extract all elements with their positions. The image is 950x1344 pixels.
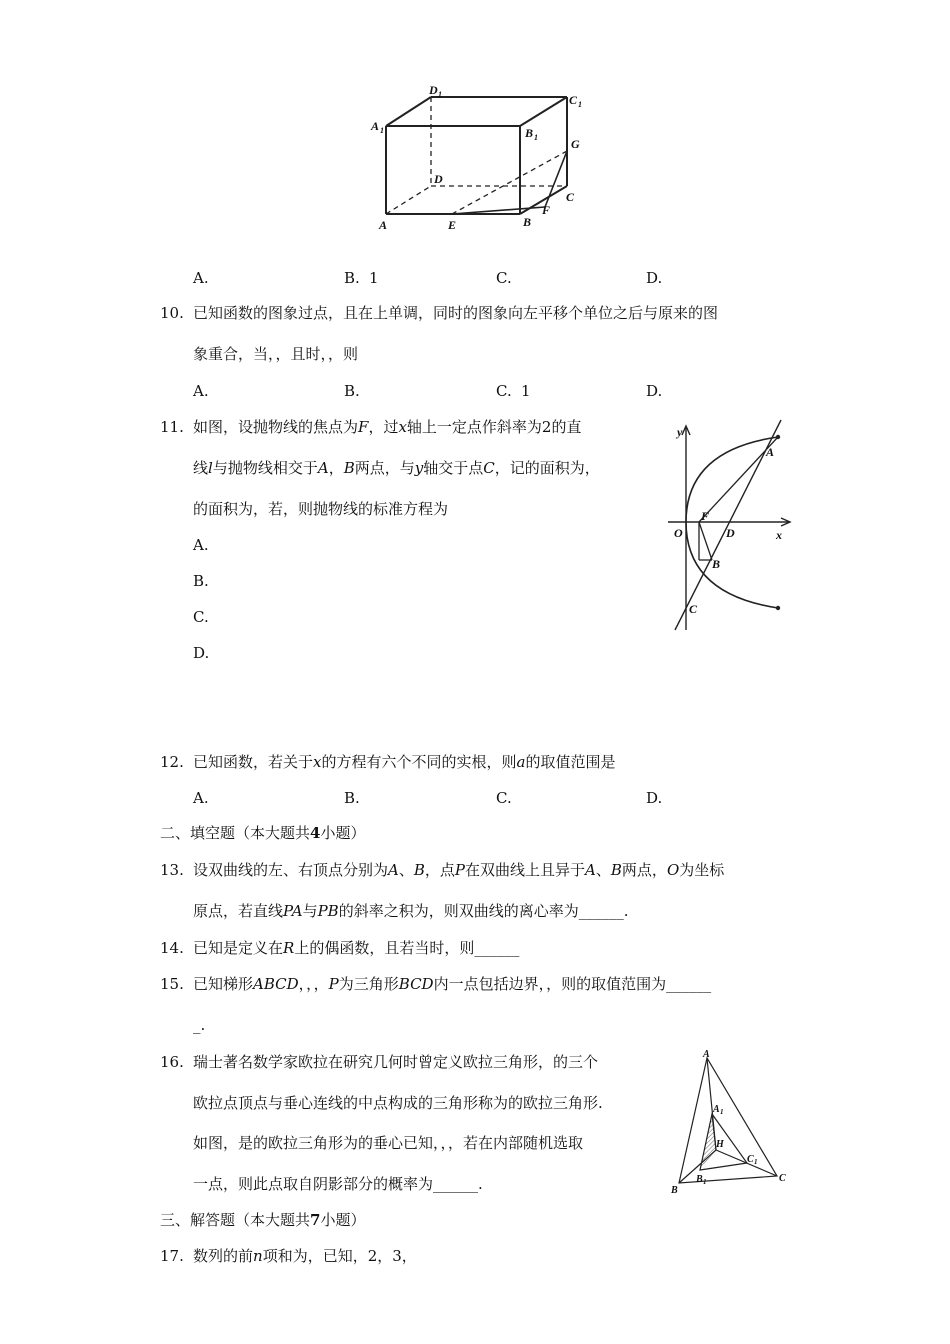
label-A: A xyxy=(379,218,388,232)
q16-line2: 欧拉点顶点与垂心连线的中点构成的三角形称为的欧拉三角形. xyxy=(193,1094,603,1112)
label-C1: C xyxy=(569,93,578,107)
q11-line3: 的面积为，若，则抛物线的标准方程为 xyxy=(193,500,449,518)
label-C: C xyxy=(566,190,575,204)
label-y: y xyxy=(677,425,683,439)
q13-number: 13. xyxy=(160,861,184,879)
label-D: D xyxy=(726,526,735,540)
q9-option-b-value: 1 xyxy=(369,269,379,287)
label-A1-sub: 1 xyxy=(720,1108,724,1116)
q13-line2: 原点，若直线PA与PB的斜率之积为，则双曲线的离心率为______. xyxy=(193,902,629,920)
label-C: C xyxy=(779,1173,786,1184)
euler-triangle-figure xyxy=(660,1048,795,1198)
q15-line1: 已知梯形ABCD，，，P为三角形BCD内一点包括边界，，则的取值范围为______ xyxy=(193,975,712,993)
q14-line1: 已知是定义在R上的偶函数，且若当时，则______ xyxy=(193,939,520,957)
q9-option-b: B. xyxy=(344,269,360,287)
q11-option-d: D. xyxy=(193,644,210,662)
q9-option-c: C. xyxy=(496,269,512,287)
label-B: B xyxy=(671,1185,678,1196)
label-F: F xyxy=(701,509,710,523)
q16-line1: 瑞士著名数学家欧拉在研究几何时曾定义欧拉三角形，的三个 xyxy=(193,1053,599,1071)
q17-line1: 数列的前n项和为，已知，2，3， xyxy=(193,1247,417,1265)
label-D: D xyxy=(434,172,443,186)
q16-line4: 一点，则此点取自阴影部分的概率为______. xyxy=(193,1175,483,1193)
label-B1-sub: 1 xyxy=(534,133,538,142)
q10-line1: 已知函数的图象过点，且在上单调，同时的图象向左平移个单位之后与原来的图 xyxy=(193,304,719,322)
q12-option-c: C. xyxy=(496,789,512,807)
q12-line1: 已知函数，若关于x的方程有六个不同的实根，则a的取值范围是 xyxy=(193,753,616,771)
q15-number: 15. xyxy=(160,975,184,993)
q10-option-d: D. xyxy=(646,382,663,400)
label-G: G xyxy=(571,137,580,151)
label-B: B xyxy=(523,215,532,229)
q12-number: 12. xyxy=(160,753,184,771)
label-D1: D xyxy=(429,83,438,97)
q17-number: 17. xyxy=(160,1247,184,1265)
label-E: E xyxy=(448,218,457,232)
label-B1: B xyxy=(525,126,534,140)
label-F: F xyxy=(542,203,551,217)
label-C1-sub: 1 xyxy=(578,100,582,109)
q16-line3: 如图，是的欧拉三角形为的垂心已知，，，若在内部随机选取 xyxy=(193,1134,584,1152)
label-C1-sub: 1 xyxy=(754,1158,758,1166)
label-C1: C xyxy=(747,1154,754,1165)
q11-number: 11. xyxy=(160,418,184,436)
q11-option-c: C. xyxy=(193,608,209,626)
q9-option-d: D. xyxy=(646,269,663,287)
label-B1-sub: 1 xyxy=(703,1178,707,1186)
cuboid-figure xyxy=(360,78,600,238)
parabola-figure xyxy=(660,415,800,635)
q11-line2: 线l与抛物线相交于A，B两点，与y轴交于点C，记的面积为， xyxy=(193,459,600,477)
q10-option-c-value: 1 xyxy=(521,382,531,400)
label-B1: B xyxy=(696,1174,703,1185)
q12-option-b: B. xyxy=(344,789,360,807)
q16-number: 16. xyxy=(160,1053,184,1071)
section-fill-in-heading: 二、填空题（本大题共4小题） xyxy=(160,824,366,842)
q15-line2: _. xyxy=(193,1016,206,1034)
q11-line1: 如图，设抛物线的焦点为F，过x轴上一定点作斜率为2的直 xyxy=(193,418,582,436)
q10-line2: 象重合，当，，且时，，则 xyxy=(193,345,359,363)
label-A1: A xyxy=(371,119,380,133)
q10-option-a: A. xyxy=(193,382,209,400)
label-A: A xyxy=(766,445,775,459)
label-O: O xyxy=(674,526,683,540)
q10-option-c: C. xyxy=(496,382,512,400)
q11-option-b: B. xyxy=(193,572,209,590)
q12-option-a: A. xyxy=(193,789,209,807)
section-answer-heading: 三、解答题（本大题共7小题） xyxy=(160,1211,366,1229)
q12-option-d: D. xyxy=(646,789,663,807)
q14-number: 14. xyxy=(160,939,184,957)
label-H: H xyxy=(716,1139,724,1150)
q10-option-b: B. xyxy=(344,382,360,400)
label-B: B xyxy=(712,557,721,571)
label-A1-sub: 1 xyxy=(380,126,384,135)
label-A: A xyxy=(703,1049,710,1060)
q9-option-a: A. xyxy=(193,269,209,287)
q10-number: 10. xyxy=(160,304,184,322)
label-C: C xyxy=(689,602,698,616)
q11-option-a: A. xyxy=(193,536,209,554)
label-A1: A xyxy=(713,1104,720,1115)
q13-line1: 设双曲线的左、右顶点分别为A、B，点P在双曲线上且异于A、B两点，O为坐标 xyxy=(193,861,725,879)
label-x: x xyxy=(776,528,782,542)
label-D1-sub: 1 xyxy=(438,90,442,99)
